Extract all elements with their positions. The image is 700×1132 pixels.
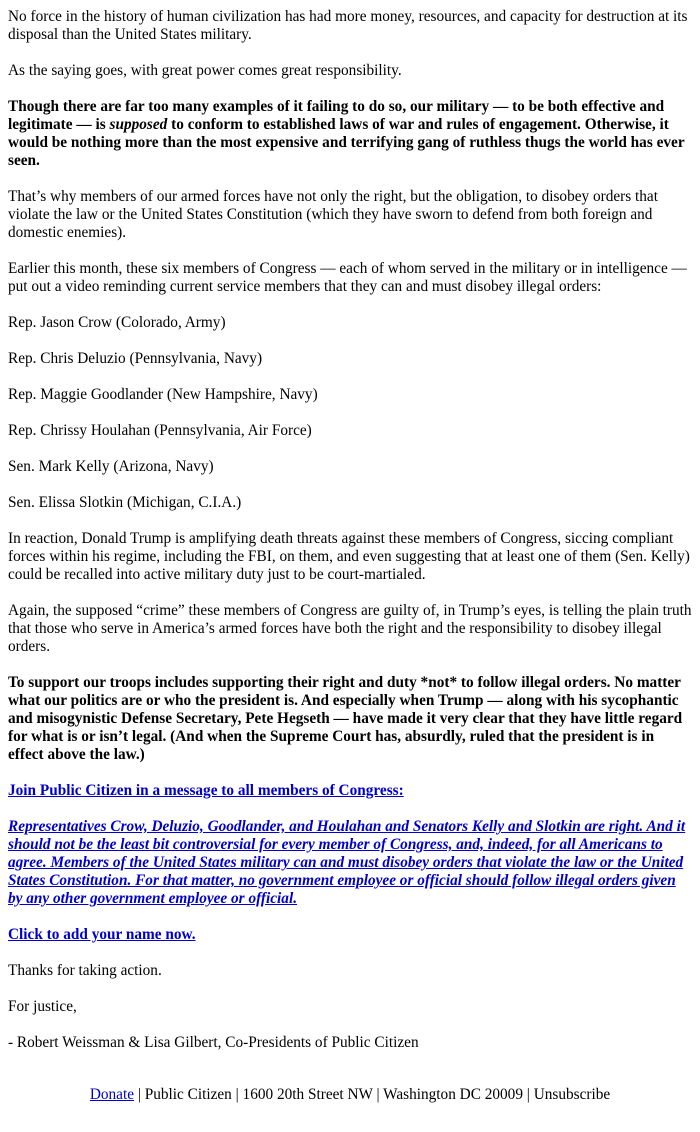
unsubscribe-link[interactable]: Unsubscribe [533,1086,611,1103]
footer-street: 1600 20th Street NW [242,1086,373,1103]
member-item: Sen. Elissa Slotkin (Michigan, C.I.A.) [8,494,242,511]
obligation-paragraph: That’s why members of our armed forces have not only the right, but the obligation, to disobey orders that violate the law or the United States Constitution (which they have sworn to defend from both foreign and domestic enemies). [8,188,658,241]
footer [8,1086,692,1114]
join-link[interactable] [8,782,404,799]
separator: | [231,1086,243,1103]
intro-paragraph: No force in the history of human civilization has had more money, resources, and capacity for destruction at its disposal than the United States military. [8,8,688,43]
footer-org: Public Citizen [144,1086,232,1103]
signature-text: - Robert Weissman & Lisa Gilbert, Co-Presidents of Public Citizen [8,1034,419,1051]
separator: | [134,1086,145,1103]
message-text: Representatives Crow, Deluzio, Goodlander, and Houlahan and Senators Kelly and Slotkin are right. And it should not be the least bit controversial for every member of Congress, and, indeed, for all Americans to agree. Members of the United States military can and must disobey orders that violate the law or the United States Constitution. For that matter, no government employee or official should follow illegal orders given by any other government employee or official. [8,818,686,907]
add-name-link[interactable] [8,926,196,943]
join-text: Join Public Citizen in a message to all members of Congress: [8,782,404,799]
add-name-text: Click to add your name now. [8,926,196,943]
saying-paragraph: As the saying goes, with great power comes great responsibility. [8,62,402,79]
military-paragraph [8,98,692,170]
emphasis: supposed [109,116,168,133]
member-item: Rep. Chrissy Houlahan (Pennsylvania, Air Force) [8,422,312,439]
support-paragraph [8,674,692,764]
member-item: Rep. Maggie Goodlander (New Hampshire, Navy) [8,386,318,403]
donate-link[interactable]: Donate [89,1086,134,1103]
footer-city: Washington DC 20009 [383,1086,523,1103]
text: Though there are far too many examples of it failing to do so, our military — to be both effective and legitimate — is [8,98,665,133]
crime-paragraph: Again, the supposed “crime” these members of Congress are guilty of, in Trump’s eyes, is telling the plain truth that those who serve in America’s armed forces have both the right and the responsibility to disobey illegal orders. [8,602,692,655]
member-item: Rep. Chris Deluzio (Pennsylvania, Navy) [8,350,263,367]
closing-text: For justice, [8,998,77,1015]
text: to conform to established laws of war and rules of engagement. Otherwise, it would be nothing more than the most expensive and terrifying gang of ruthless thugs the world has ever seen. [8,116,685,169]
member-item: Sen. Mark Kelly (Arizona, Navy) [8,458,214,475]
member-item: Rep. Jason Crow (Colorado, Army) [8,314,226,331]
reaction-paragraph: In reaction, Donald Trump is amplifying death threats against these members of Congress, siccing compliant forces within his regime, including the FBI, on them, and even suggesting that at least one of them (Sen. Kelly) could be recalled into active military duty just to be court-martialed. [8,530,690,583]
video-paragraph: Earlier this month, these six members of Congress — each of whom served in the military or in intelligence — put out a video reminding current service members that they can and must disobey illegal orders: [8,260,687,295]
support-text: To support our troops includes supporting their right and duty *not* to follow illegal orders. No matter what our politics are or who the president is. And especially when Trump — along with his sycophantic and misogynistic Defense Secretary, Pete Hegseth — have made it very clear that they have little regard for what is or isn’t legal. (And when the Supreme Court has, absurdly, ruled that the president is in effect above the law.) [8,674,683,763]
thanks-text: Thanks for taking action. [8,962,162,979]
separator: | [522,1086,534,1103]
separator: | [372,1086,384,1103]
message-link[interactable] [8,818,685,907]
